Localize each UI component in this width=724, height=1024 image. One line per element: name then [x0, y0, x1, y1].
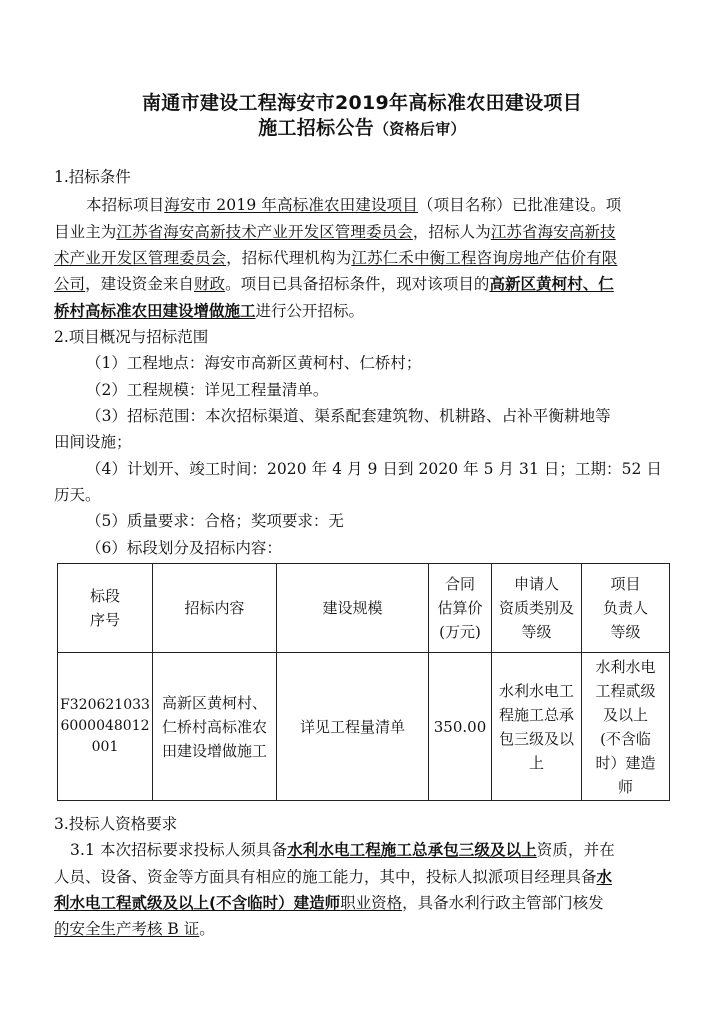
section-3-line-2: 人员、设备、资金等方面具有相应的施工能力，其中，投标人拟派项目经理具备水	[54, 868, 613, 886]
header-qualification: 申请人 资质类别及 等级	[492, 564, 582, 653]
cell-section-code: F320621033 6000048012 001	[58, 653, 153, 801]
section-1-line-1: 本招标项目海安市 2019 年高标准农田建设项目（项目名称）已批准建设。项	[86, 196, 622, 214]
cell-qualification: 水利水电工 程施工总承 包三级及以 上	[492, 653, 582, 801]
section-3-heading: 3.投标人资格要求	[54, 815, 178, 833]
section-2-item-4: （4）计划开、竣工时间：2020 年 4 月 9 日到 2020 年 5 月 31 日；工期：52 日	[86, 460, 662, 478]
header-scale: 建设规模	[277, 564, 429, 653]
section-2-item-2: （2）工程规模：详见工程量清单。	[86, 381, 329, 399]
table-row	[58, 653, 670, 801]
section-3-line-1: 3.1 本次招标要求投标人须具备水利水电工程施工总承包三级及以上资质，并在	[70, 841, 615, 859]
cell-content: 高新区黄柯村、 仁桥村高标准农 田建设增做施工	[153, 653, 277, 801]
bid-section-table	[57, 563, 670, 801]
section-2-item-4-cont: 历天。	[54, 486, 101, 504]
section-2-item-1: （1）工程地点：海安市高新区黄柯村、仁桥村；	[86, 354, 422, 372]
section-1-heading: 1.招标条件	[54, 168, 131, 186]
section-1-line-3: 术产业开发区管理委员会，招标代理机构为江苏仁禾中衡工程咨询房地产估价有限	[54, 249, 618, 267]
cell-price: 350.00	[429, 653, 492, 801]
section-1-line-4: 公司，建设资金来自财政。项目已具备招标条件，现对该项目的高新区黄柯村、仁	[54, 275, 614, 293]
header-section-no: 标段 序号	[58, 564, 153, 653]
section-2-item-6: （6）标段划分及招标内容：	[86, 539, 282, 557]
section-3-line-4: 的安全生产考核 B 证。	[54, 920, 215, 938]
header-content: 招标内容	[153, 564, 277, 653]
section-1-line-5: 桥村高标准农田建设增做施工进行公开招标。	[54, 302, 365, 320]
cell-scale: 详见工程量清单	[277, 653, 429, 801]
section-2-heading: 2.项目概况与招标范围	[54, 328, 209, 346]
header-manager: 项目 负责人 等级	[582, 564, 670, 653]
header-price: 合同 估算价 (万元)	[429, 564, 492, 653]
section-2-item-5: （5）质量要求：合格；奖项要求：无	[86, 512, 344, 530]
section-1-line-2: 目业主为江苏省海安高新技术产业开发区管理委员会，招标人为江苏省海安高新技	[54, 223, 616, 241]
section-3-line-3: 利水电工程贰级及以上(不含临时）建造师职业资格，具备水利行政主管部门核发	[54, 894, 604, 912]
document-subtitle: 施工招标公告（资格后审）	[258, 117, 466, 139]
document-title: 南通市建设工程海安市2019年高标准农田建设项目	[141, 92, 583, 114]
table-header-row	[58, 564, 670, 653]
section-2-item-3-cont: 田间设施；	[54, 433, 132, 451]
section-2-item-3: （3）招标范围：本次招标渠道、渠系配套建筑物、机耕路、占补平衡耕地等	[86, 407, 611, 425]
cell-manager: 水利水电 工程贰级 及以上 (不含临 时）建造 师	[582, 653, 670, 801]
